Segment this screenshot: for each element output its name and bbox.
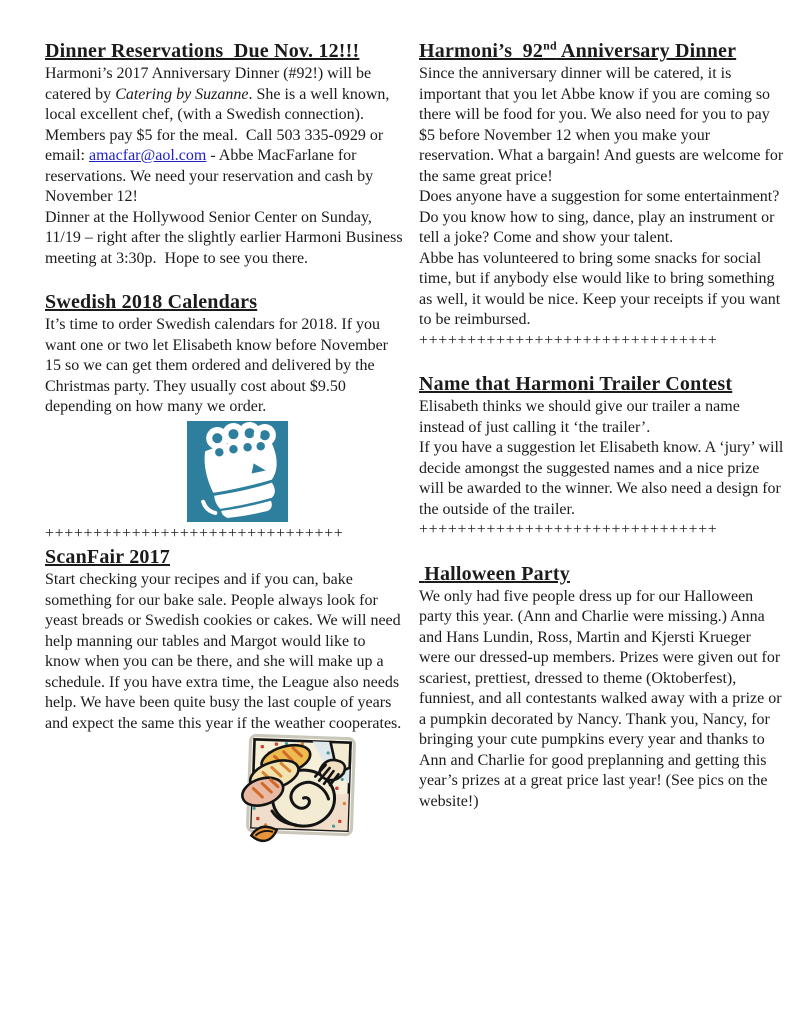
right-column	[419, 38, 788, 812]
plus-separator: +++++++++++++++++++++++++++++++	[419, 331, 718, 349]
text-segment: Harmoni’s 92	[419, 40, 544, 62]
dinner-paragraph-2	[45, 126, 403, 208]
dinner-paragraph-1	[45, 64, 403, 126]
anniversary-paragraph-3: Abbe has volunteered to bring some snacks for social time, but if anybody else would like to bring something as well, it would be nice. Keep your receipts if you want to be reimbursed.	[419, 249, 785, 328]
section-gap	[419, 351, 785, 371]
heading-scanfair: ScanFair 2017	[45, 546, 171, 568]
calendar-notepad-icon	[187, 421, 288, 522]
text-segment: - Abbe MacFarlane for reservations. We need your reservation and cash by November 12!	[45, 147, 378, 205]
section-gap	[419, 541, 785, 561]
text-segment: . She is a well known, local excellent chef, (with a Swedish connection).	[45, 85, 394, 123]
heading-trailer-contest: Name that Harmoni Trailer Contest	[419, 373, 733, 395]
calendars-paragraph: It’s time to order Swedish calendars for 2018. If you want one or two let Elisabeth know before November 15 so we can get them ordered and delivered by the Christmas party. They usually cost about $9.50 depending on how many we order.	[45, 316, 393, 415]
anniversary-paragraph-2: Does anyone have a suggestion for some entertainment? Do you know how to sing, dance, play an instrument or tell a joke? Come and show your talent.	[419, 188, 784, 246]
scanfair-paragraph: Start checking your recipes and if you can, bake something for our bake sale. People always look for yeast breads or Swedish cookies or cakes. We will need help manning our tables and Margot would like to know when you can be there, and she will make up a schedule. If you have extra time, the League also needs help. We have been quite busy the last couple of years and expect the same this year if the weather cooperates.	[45, 571, 405, 732]
heading-halloween-party: Halloween Party	[419, 562, 570, 585]
section-gap	[45, 269, 403, 289]
email-link[interactable]: amacfar@aol.com	[88, 147, 207, 164]
plus-separator: +++++++++++++++++++++++++++++++	[45, 524, 344, 542]
caterer-name-italic: Catering by Suzanne	[115, 85, 249, 103]
heading-dinner-reservations: Dinner Reservations Due Nov. 12!!!	[45, 40, 360, 62]
left-column	[45, 38, 407, 844]
text-segment: Anniversary Dinner	[556, 40, 737, 62]
dinner-paragraph-3: Dinner at the Hollywood Senior Center on Sunday, 11/19 – right after the slightly earlier Harmoni Business meeting at 3:30p. Hope to see you there.	[45, 208, 407, 267]
anniversary-paragraph-1: Since the anniversary dinner will be catered, it is important that you let Abbe know if you are coming so there will be food for you. We also need for you to pay $5 before November 12 when you make your reservation. What a bargain! And guests are welcome for the same great price!	[419, 65, 788, 185]
ordinal-superscript: nd	[543, 38, 557, 53]
bread-baking-clipart	[241, 732, 363, 844]
plus-separator: +++++++++++++++++++++++++++++++	[419, 521, 718, 538]
text-segment: Harmoni’s 2017 Anniversary Dinner (#92!) will be catered by	[45, 65, 376, 103]
trailer-paragraph-2: If you have a suggestion let Elisabeth know. A ‘jury’ will decide amongst the suggested names and a nice prize will be awarded to the winner. We also need a design for the outside of the trailer.	[419, 439, 788, 518]
heading-swedish-calendars: Swedish 2018 Calendars	[45, 291, 258, 313]
trailer-paragraph-1: Elisabeth thinks we should give our trailer a name instead of just calling it ‘the trailer’.	[419, 398, 744, 436]
halloween-paragraph: We only had five people dress up for our Halloween party this year. (Ann and Charlie were missing.) Anna and Hans Lundin, Ross, Martin and Kjersti Krueger were our dressed-up members. Prizes were given out for scariest, prettiest, dressed to theme (Oktoberfest), funniest, and all contestants walked away with a prize or a pumpkin decorated by Nancy. Thank you, Nancy, for bringing your cute pumpkins every year and thanks to Ann and Charlie for good preplanning and getting this year’s prizes at a great price last year! (See pics on the website!)	[419, 587, 786, 810]
heading-anniversary-dinner	[419, 38, 785, 64]
text-segment: Members pay $5 for the meal. Call 503 335-0929 or email:	[45, 126, 388, 164]
